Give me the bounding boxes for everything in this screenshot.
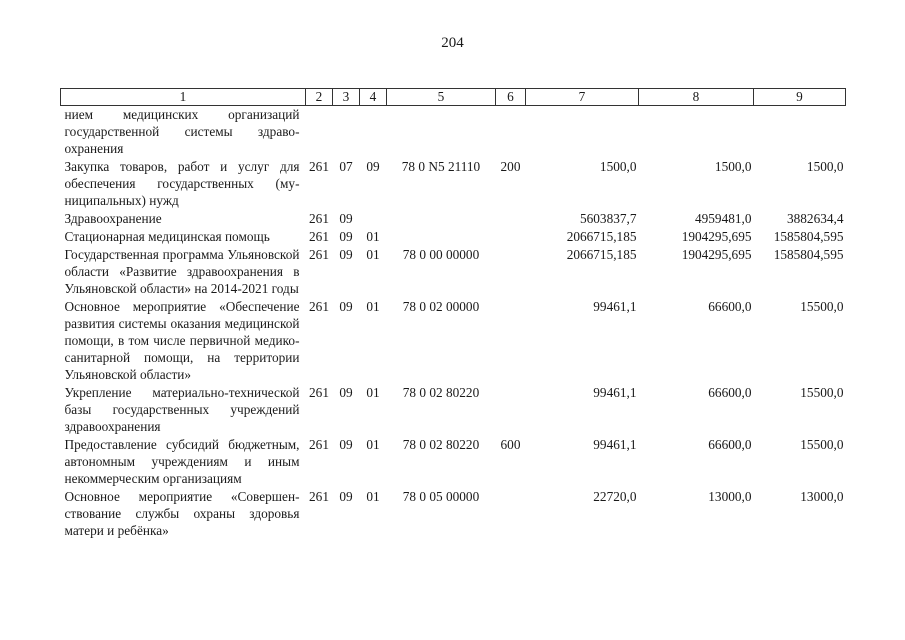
header-cell-1: 1 (61, 89, 306, 106)
row-expense-type (496, 106, 526, 159)
row-expense-type (496, 488, 526, 540)
row-ministry-code (306, 106, 333, 159)
row-subsection-code: 01 (366, 229, 380, 244)
row-subsection-code: 09 (366, 159, 380, 174)
row-subsection-code: 01 (366, 247, 380, 262)
row-description: Государственная программа Ульяновской области «Развитие здравоохранения в Ульяновской области» на 2014-2021 годы (64, 247, 300, 296)
row-target-article: 78 0 05 00000 (402, 489, 480, 504)
row-amount-col9: 1500,0 (806, 159, 844, 174)
row-ministry-code: 261 (309, 489, 329, 504)
row-description: Здравоохранение (64, 211, 162, 226)
row-amount-col7: 99461,1 (593, 299, 637, 314)
row-ministry-code: 261 (309, 159, 329, 174)
row-section-code: 09 (339, 247, 353, 262)
row-amount-col8: 66600,0 (708, 385, 752, 400)
header-cell-4: 4 (360, 89, 387, 106)
row-amount-col8: 66600,0 (708, 299, 752, 314)
row-amount-col8: 1904295,695 (681, 247, 752, 262)
row-amount-col7: 2066715,185 (566, 229, 637, 244)
row-expense-type: 600 (500, 437, 521, 452)
row-amount-col8 (639, 106, 754, 159)
table-row (61, 488, 846, 540)
row-amount-col8: 13000,0 (708, 489, 752, 504)
page-number: 204 (441, 35, 464, 51)
row-ministry-code: 261 (309, 437, 329, 452)
row-target-article (387, 210, 496, 228)
row-amount-col9: 15500,0 (800, 385, 844, 400)
row-description: Основное мероприятие «Совершенствование службы охраны здоровья матери и ребёнка» (64, 489, 300, 538)
table-row (61, 298, 846, 384)
row-subsection-code: 01 (366, 385, 380, 400)
row-expense-type: 200 (500, 159, 521, 174)
row-expense-type (496, 246, 526, 298)
row-target-article: 78 0 02 80220 (402, 437, 480, 452)
budget-table (60, 88, 846, 540)
table-row (61, 106, 846, 159)
row-target-article: 78 0 N5 21110 (401, 159, 481, 174)
row-section-code: 09 (339, 385, 353, 400)
row-ministry-code: 261 (309, 211, 329, 226)
row-target-article (387, 228, 496, 246)
row-amount-col9: 3882634,4 (786, 211, 844, 226)
table-row (61, 246, 846, 298)
table-row (61, 228, 846, 246)
row-description: Закупка товаров, работ и услуг для обеспечения государственных (муниципальных) нужд (64, 159, 300, 208)
row-amount-col7: 5603837,7 (579, 211, 637, 226)
row-description: Стационарная медицинская помощь (64, 229, 270, 244)
header-cell-6: 6 (496, 89, 526, 106)
table-row (61, 210, 846, 228)
row-target-article: 78 0 02 00000 (402, 299, 480, 314)
row-description: нием медицинских организаций государственной системы здравоохранения (64, 107, 300, 156)
row-section-code: 09 (339, 229, 353, 244)
header-cell-8: 8 (639, 89, 754, 106)
table-row (61, 436, 846, 488)
row-amount-col9: 1585804,595 (773, 229, 844, 244)
row-amount-col9: 15500,0 (800, 437, 844, 452)
row-subsection-code: 01 (366, 299, 380, 314)
row-amount-col7: 99461,1 (593, 385, 637, 400)
row-target-article: 78 0 02 80220 (402, 385, 480, 400)
row-target-article: 78 0 00 00000 (402, 247, 480, 262)
row-ministry-code: 261 (309, 385, 329, 400)
row-section-code: 07 (339, 159, 353, 174)
row-amount-col8: 66600,0 (708, 437, 752, 452)
row-section-code: 09 (339, 437, 353, 452)
row-ministry-code: 261 (309, 247, 329, 262)
header-cell-9: 9 (754, 89, 846, 106)
row-amount-col9: 1585804,595 (773, 247, 844, 262)
row-amount-col7: 1500,0 (599, 159, 637, 174)
row-amount-col7: 99461,1 (593, 437, 637, 452)
row-description: Предоставление субсидий бюджетным, автономным учреждениям и иным некоммерческим организациям (64, 437, 300, 486)
row-amount-col7: 22720,0 (593, 489, 637, 504)
row-subsection-code: 01 (366, 489, 380, 504)
row-expense-type (496, 384, 526, 436)
header-cell-3: 3 (333, 89, 360, 106)
row-amount-col7: 2066715,185 (566, 247, 637, 262)
row-subsection-code (360, 210, 387, 228)
header-cell-5: 5 (387, 89, 496, 106)
table-row (61, 384, 846, 436)
header-cell-2: 2 (306, 89, 333, 106)
row-target-article (387, 106, 496, 159)
row-subsection-code: 01 (366, 437, 380, 452)
row-amount-col7 (526, 106, 639, 159)
row-amount-col8: 1904295,695 (681, 229, 752, 244)
row-amount-col8: 1500,0 (714, 159, 752, 174)
row-description: Укрепление материально-технической базы государственных учреждений здравоохранения (64, 385, 300, 434)
row-expense-type (496, 228, 526, 246)
header-cell-7: 7 (526, 89, 639, 106)
row-amount-col9 (754, 106, 846, 159)
row-description: Основное мероприятие «Обеспечение развития системы оказания медицинской помощи, в том числе первичной медико-санитарной помощи, на территории Ульяновской области» (64, 299, 300, 382)
row-ministry-code: 261 (309, 299, 329, 314)
row-section-code: 09 (339, 211, 353, 226)
row-expense-type (496, 210, 526, 228)
row-section-code (333, 106, 360, 159)
row-section-code: 09 (339, 299, 353, 314)
row-amount-col9: 13000,0 (800, 489, 844, 504)
row-expense-type (496, 298, 526, 384)
row-subsection-code (360, 106, 387, 159)
row-ministry-code: 261 (309, 229, 329, 244)
row-section-code: 09 (339, 489, 353, 504)
row-amount-col9: 15500,0 (800, 299, 844, 314)
table-row (61, 158, 846, 210)
row-amount-col8: 4959481,0 (694, 211, 752, 226)
header-row (61, 89, 846, 106)
